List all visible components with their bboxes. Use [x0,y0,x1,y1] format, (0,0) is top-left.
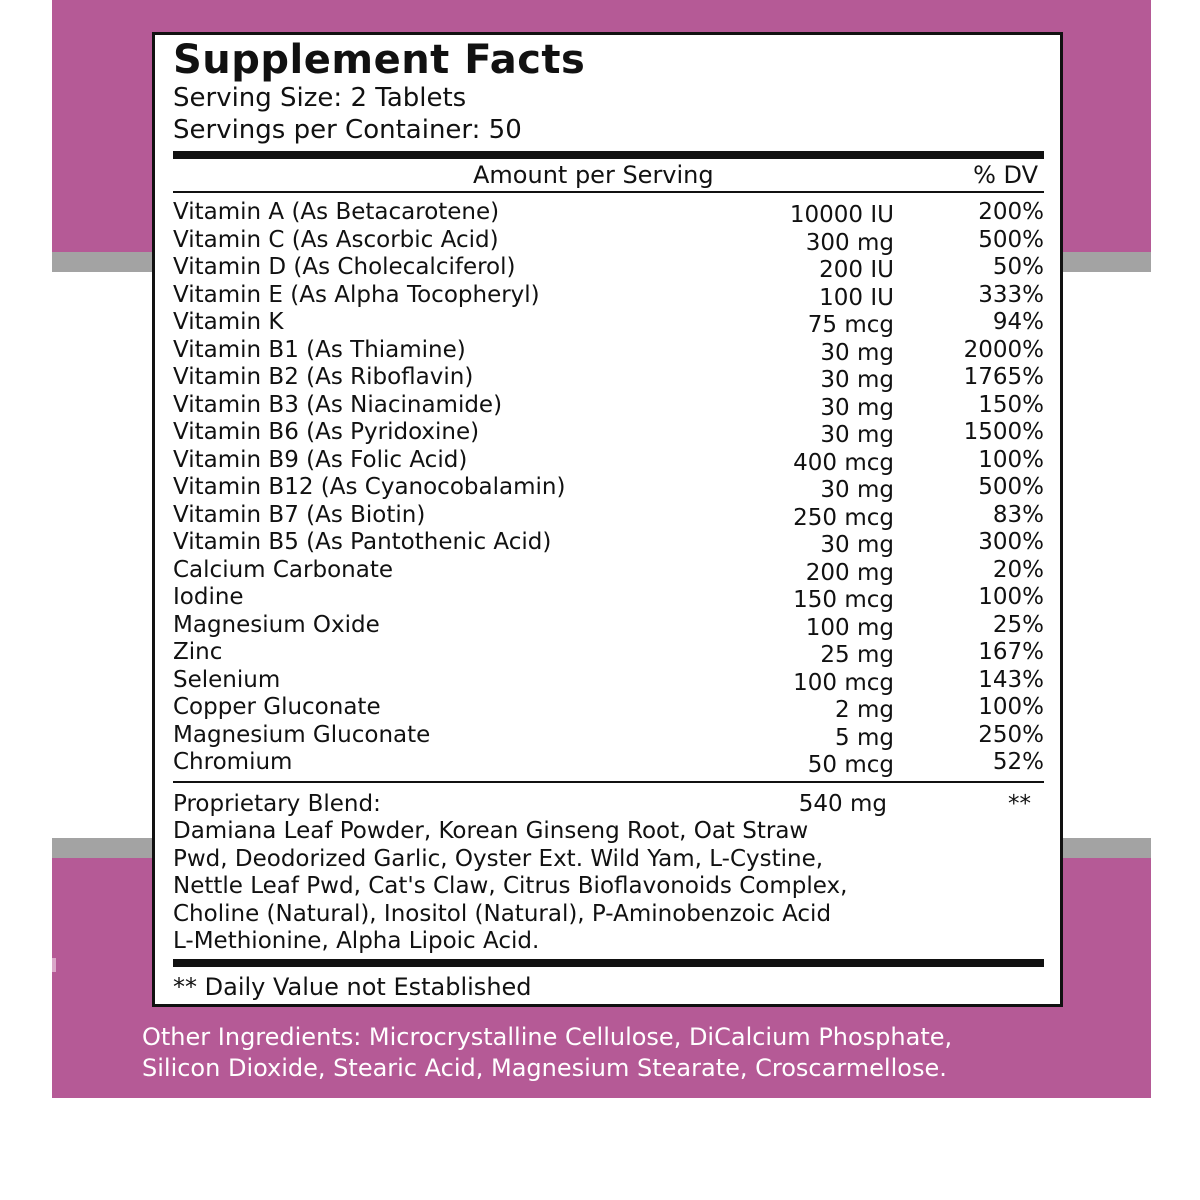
nutrient-row [173,529,1044,557]
nutrient-dv: 300% [978,529,1044,555]
nutrient-dv: 333% [978,281,1044,308]
nutrient-table [173,199,1044,777]
supplement-facts-panel [152,32,1063,1007]
blend-divider [173,781,1044,783]
blend-dv: ** [1008,791,1031,817]
supplement-facts-content [173,35,1044,1004]
nutrient-row [173,199,1044,227]
nutrient-dv: 143% [978,666,1044,693]
nutrient-dv: 167% [978,639,1044,665]
nutrient-row [173,722,1044,750]
dv-header: % DV [973,161,1038,189]
nutrient-row [173,282,1044,310]
nutrient-dv: 100% [978,446,1044,473]
nutrient-dv: 150% [978,391,1044,418]
nutrient-dv: 200% [978,199,1044,225]
nutrient-amount: 50 mcg [807,752,894,778]
nutrient-amount: 30 mg [820,532,894,558]
nutrient-row [173,612,1044,640]
nutrient-amount: 200 IU [819,257,894,283]
nutrient-row [173,667,1044,695]
nutrient-dv: 250% [978,721,1044,748]
blend-line: Damiana Leaf Powder, Korean Ginseng Root, Oat Straw [173,818,809,844]
nutrient-dv: 94% [992,309,1044,335]
other-ingredients-line: Other Ingredients: Microcrystalline Cellulose, DiCalcium Phosphate, [142,1023,953,1051]
blend-line: Choline (Natural), Inositol (Natural), P-Aminobenzoic Acid [173,900,832,927]
edge-mark [52,958,56,972]
nutrient-name: Vitamin B7 (As Biotin) [173,501,426,528]
nutrient-row [173,392,1044,420]
nutrient-amount: 75 mcg [807,312,894,338]
nutrient-row [173,694,1044,722]
nutrient-name: Vitamin B1 (As Thiamine) [173,336,466,363]
blend-amount: 540 mg [798,791,887,817]
nutrient-name: Vitamin B2 (As Riboflavin) [173,364,474,390]
nutrient-amount: 200 mg [805,559,894,586]
nutrient-name: Vitamin C (As Ascorbic Acid) [173,226,499,253]
nutrient-amount: 5 mg [835,724,894,751]
nutrient-name: Chromium [173,749,293,775]
nutrient-name: Vitamin E (As Alpha Tocopheryl) [173,281,540,308]
nutrient-amount: 2 mg [835,697,894,723]
blend-line: Nettle Leaf Pwd, Cat's Claw, Citrus Bioflavonoids Complex, [173,873,848,899]
thick-divider-bottom [173,959,1044,967]
amount-per-serving-header: Amount per Serving [473,161,714,189]
nutrient-name: Vitamin B12 (As Cyanocobalamin) [173,474,566,500]
nutrient-name: Vitamin K [173,309,284,335]
nutrient-dv: 25% [992,611,1044,638]
blend-name: Proprietary Blend: [173,791,381,817]
nutrient-row [173,337,1044,365]
nutrient-amount: 30 mg [820,339,894,366]
nutrient-row [173,254,1044,282]
servings-per-container: Servings per Container: 50 [173,115,522,145]
nutrient-row [173,474,1044,502]
nutrient-amount: 10000 IU [789,202,894,228]
nutrient-name: Magnesium Oxide [173,611,380,638]
nutrient-name: Vitamin D (As Cholecalciferol) [173,254,516,280]
blend-line: L-Methionine, Alpha Lipoic Acid. [173,928,540,954]
nutrient-row [173,419,1044,447]
nutrient-amount: 30 mg [820,394,894,421]
nutrient-amount: 30 mg [820,367,894,393]
nutrient-name: Iodine [173,584,244,610]
nutrient-row [173,447,1044,475]
nutrient-amount: 150 mcg [793,587,894,613]
nutrient-dv: 52% [992,749,1044,775]
nutrient-amount: 100 mcg [793,669,894,696]
nutrient-name: Vitamin B9 (As Folic Acid) [173,446,468,473]
serving-size: Serving Size: 2 Tablets [173,83,467,113]
nutrient-name: Vitamin B6 (As Pyridoxine) [173,419,480,445]
nutrient-amount: 30 mg [820,422,894,448]
nutrient-row [173,749,1044,777]
nutrient-amount: 25 mg [820,642,894,668]
nutrient-dv: 100% [978,694,1044,720]
nutrient-dv: 50% [992,254,1044,280]
nutrient-row [173,639,1044,667]
nutrient-name: Copper Gluconate [173,694,381,720]
other-ingredients [142,1022,1142,1084]
nutrient-dv: 2000% [963,336,1044,363]
nutrient-row [173,584,1044,612]
nutrient-amount: 400 mcg [793,449,894,476]
nutrient-row [173,364,1044,392]
thick-divider-top [173,151,1044,159]
nutrient-dv: 1765% [963,364,1044,390]
nutrient-dv: 500% [978,226,1044,253]
nutrient-name: Vitamin B5 (As Pantothenic Acid) [173,529,552,555]
nutrient-dv: 20% [992,556,1044,583]
nutrient-name: Magnesium Gluconate [173,721,431,748]
blend-ingredients [173,818,1053,956]
nutrient-amount: 300 mg [805,229,894,256]
nutrient-row [173,309,1044,337]
blend-row [173,790,1053,818]
nutrient-dv: 1500% [963,419,1044,445]
nutrient-amount: 250 mcg [793,504,894,531]
nutrient-name: Zinc [173,639,223,665]
nutrient-dv: 83% [992,501,1044,528]
nutrient-dv: 100% [978,584,1044,610]
nutrient-dv: 500% [978,474,1044,500]
nutrient-name: Selenium [173,666,281,693]
nutrient-amount: 100 IU [819,284,894,311]
header-divider [173,191,1044,193]
nutrient-amount: 100 mg [805,614,894,641]
nutrient-name: Calcium Carbonate [173,556,393,583]
nutrient-name: Vitamin B3 (As Niacinamide) [173,391,503,418]
nutrient-row [173,227,1044,255]
nutrient-name: Vitamin A (As Betacarotene) [173,199,500,225]
proprietary-blend [173,790,1053,956]
nutrient-row [173,557,1044,585]
blend-line: Pwd, Deodorized Garlic, Oyster Ext. Wild Yam, L-Cystine, [173,845,824,872]
daily-value-footnote: ** Daily Value not Established [173,973,532,1001]
nutrient-row [173,502,1044,530]
other-ingredients-line: Silicon Dioxide, Stearic Acid, Magnesium Stearate, Croscarmellose. [142,1054,947,1082]
label-title: Supplement Facts [173,37,586,83]
nutrient-amount: 30 mg [820,477,894,503]
